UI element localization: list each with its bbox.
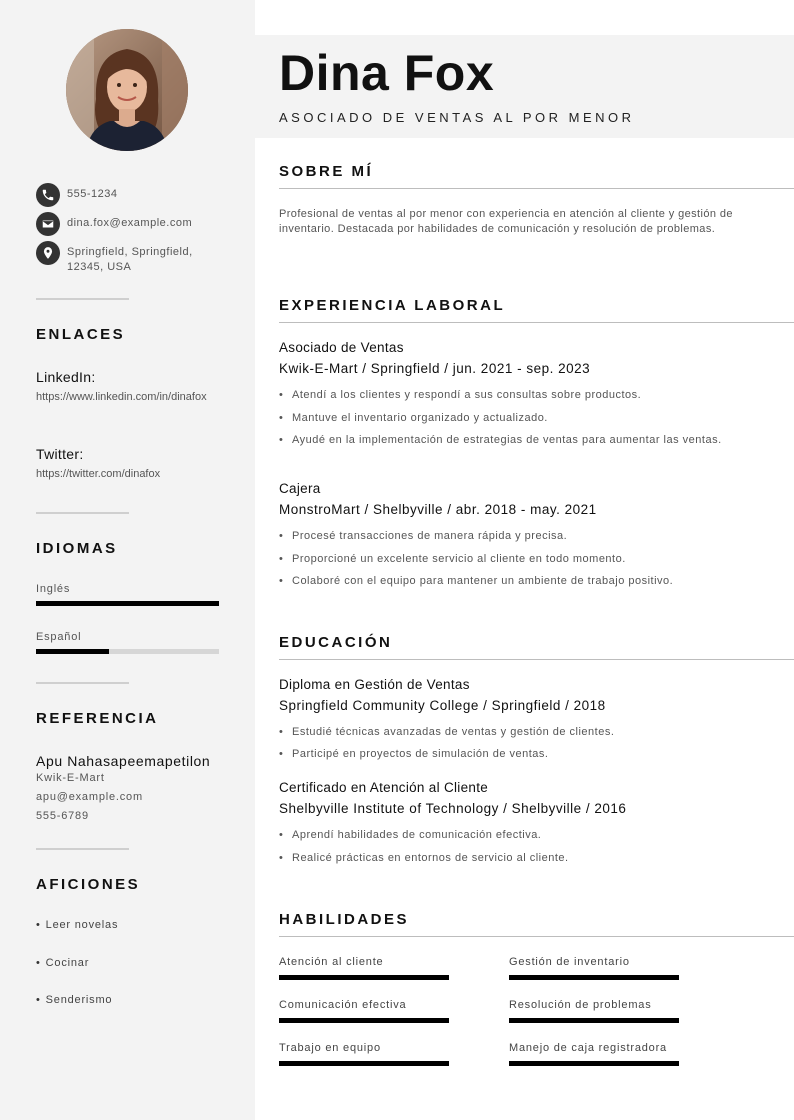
skill-label: Atención al cliente: [279, 956, 384, 968]
section-rule: [279, 188, 794, 189]
job-meta: Kwik-E-Mart / Springfield / jun. 2021 - sep. 2023: [279, 361, 591, 376]
linkedin-link[interactable]: https://www.linkedin.com/in/dinafox: [36, 391, 207, 403]
sidebar-divider: [36, 298, 129, 300]
candidate-name: Dina Fox: [279, 45, 495, 101]
reference-phone: 555-6789: [36, 810, 89, 822]
skill-label: Gestión de inventario: [509, 956, 630, 968]
hobbies-heading: AFICIONES: [36, 876, 141, 893]
linkedin-label: LinkedIn:: [36, 369, 96, 385]
languages-heading: IDIOMAS: [36, 540, 118, 557]
profile-photo-image: [66, 29, 188, 151]
skill-item: [509, 1041, 679, 1066]
language-level-bar: [36, 649, 219, 654]
skill-bar: [509, 975, 679, 980]
job-bullet: • Proporcioné un excelente servicio al cliente en todo momento.: [279, 552, 749, 567]
reference-email: apu@example.com: [36, 791, 143, 803]
email-text: dina.fox@example.com: [67, 217, 193, 229]
hobby-item: • Cocinar: [36, 957, 90, 969]
language-label: Español: [36, 631, 82, 643]
skill-bar: [509, 1061, 679, 1066]
skills-heading: HABILIDADES: [279, 911, 410, 928]
language-level-fill: [36, 649, 109, 654]
skill-item: [279, 1041, 449, 1066]
about-heading: SOBRE MÍ: [279, 163, 374, 180]
job-bullet: • Atendí a los clientes y respondí a sus consultas sobre productos.: [279, 388, 749, 403]
skill-item: [279, 998, 449, 1023]
section-rule: [279, 659, 794, 660]
job-meta: MonstroMart / Shelbyville / abr. 2018 - may. 2021: [279, 502, 597, 517]
sidebar-divider: [36, 512, 129, 514]
hobby-item: • Leer novelas: [36, 919, 119, 931]
education-bullet: • Participé en proyectos de simulación de ventas.: [279, 747, 749, 762]
skill-item: [509, 998, 679, 1023]
language-level-fill: [36, 601, 219, 606]
address-text: Springfield, Springfield, 12345, USA: [67, 246, 193, 273]
reference-heading: REFERENCIA: [36, 710, 159, 727]
skill-label: Comunicación efectiva: [279, 999, 407, 1011]
candidate-title: ASOCIADO DE VENTAS AL POR MENOR: [279, 110, 635, 125]
phone-icon: [36, 183, 60, 207]
contact-phone: [36, 183, 236, 207]
education-bullet: • Realicé prácticas en entornos de servicio al cliente.: [279, 851, 749, 866]
language-label: Inglés: [36, 583, 71, 595]
section-rule: [279, 322, 794, 323]
education-heading: EDUCACIÓN: [279, 634, 393, 651]
twitter-link[interactable]: https://twitter.com/dinafox: [36, 468, 161, 480]
contact-address: [36, 241, 236, 275]
skill-label: Manejo de caja registradora: [509, 1042, 667, 1054]
job-role: Asociado de Ventas: [279, 340, 404, 355]
links-heading: ENLACES: [36, 326, 126, 343]
skill-item: [279, 955, 449, 980]
about-text: Profesional de ventas al por menor con experiencia en atención al cliente y gestión de inventario. Destacada por habilidades de comunicación y resolución de problemas.: [279, 208, 733, 235]
location-pin-icon: [36, 241, 60, 265]
skill-label: Resolución de problemas: [509, 999, 652, 1011]
sidebar-divider: [36, 682, 129, 684]
reference-name: Apu Nahasapeemapetilon: [36, 753, 211, 769]
sidebar: [0, 0, 255, 1120]
twitter-label: Twitter:: [36, 446, 84, 462]
main-content: [255, 0, 794, 1120]
education-meta: Shelbyville Institute of Technology / Shelbyville / 2016: [279, 801, 627, 816]
hobby-item: • Senderismo: [36, 994, 113, 1006]
education-bullet: • Estudié técnicas avanzadas de ventas y gestión de clientes.: [279, 725, 749, 740]
section-rule: [279, 936, 794, 937]
skill-label: Trabajo en equipo: [279, 1042, 381, 1054]
job-bullet: • Colaboré con el equipo para mantener un ambiente de trabajo positivo.: [279, 574, 749, 589]
skill-item: [509, 955, 679, 980]
skill-bar: [279, 1061, 449, 1066]
job-role: Cajera: [279, 481, 321, 496]
education-bullet: • Aprendí habilidades de comunicación efectiva.: [279, 828, 749, 843]
email-icon: [36, 212, 60, 236]
skill-bar: [279, 1018, 449, 1023]
experience-heading: EXPERIENCIA LABORAL: [279, 297, 506, 314]
reference-company: Kwik-E-Mart: [36, 772, 105, 784]
education-meta: Springfield Community College / Springfield / 2018: [279, 698, 606, 713]
sidebar-divider: [36, 848, 129, 850]
job-bullet: • Mantuve el inventario organizado y actualizado.: [279, 411, 749, 426]
education-degree: Diploma en Gestión de Ventas: [279, 677, 470, 692]
education-degree: Certificado en Atención al Cliente: [279, 780, 489, 795]
job-bullet: • Procesé transacciones de manera rápida y precisa.: [279, 529, 749, 544]
job-bullet: • Ayudé en la implementación de estrategias de ventas para aumentar las ventas.: [279, 433, 749, 448]
language-level-bar: [36, 601, 219, 606]
contact-email: [36, 212, 236, 236]
profile-photo: [66, 29, 188, 151]
skill-bar: [279, 975, 449, 980]
phone-text: 555-1234: [67, 188, 118, 200]
skill-bar: [509, 1018, 679, 1023]
